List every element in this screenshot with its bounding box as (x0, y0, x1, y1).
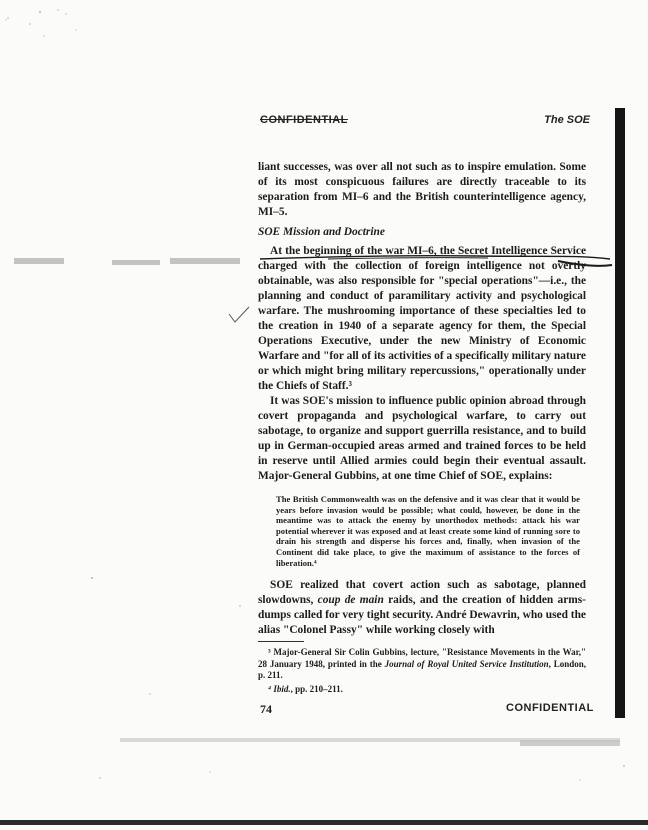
confidential-stamp-header: CONFIDENTIAL (260, 114, 348, 126)
text-run: raids, and the creation of hidden arms-dumps called for very tight security. André Dewavrin, who used the alias "Colonel Passy" while working closely with (258, 594, 586, 637)
section-heading: SOE Mission and Doctrine (258, 226, 385, 238)
check-mark-icon (228, 306, 250, 324)
paragraph-mission: At the beginning of the war MI–6, the Secret Intelligence Service charged with the collection of foreign intelligence not overtly obtainable, was also responsible for "special operations"—i.e., the planning and conduct of paramilitary activity and psychological warfare. The mushrooming importance of these specialties led to the creation in 1940 of a separate agency for them, the Special Operations Executive, under the new Ministry of Economic Warfare and "for all of its activities of a specifically military nature or which might bring military repercussions," operationally under the Chiefs of Staff.³ (258, 245, 586, 392)
italic-title: Journal of Royal United Service Institution (384, 658, 549, 669)
paragraph-security (258, 578, 586, 638)
footnote-3 (258, 647, 586, 682)
handwritten-underline-scribble (258, 247, 614, 273)
text-run: ³ Major-General Sir Colin Gubbins, lecture, "Resistance Movements in the War," 28 January 1948, printed in the (258, 647, 586, 669)
text-run: SOE realized that covert action such as sabotage, planned slowdowns, (258, 579, 586, 607)
paragraph-soe-mission: It was SOE's mission to influence public opinion abroad through covert propaganda and psychological warfare, to carry out sabotage, to organize and support guerrilla resistance, and to build up in German-occupied areas armed and trained forces to be held in reserve until Allied armies could begin their eventual assault. Major-General Gubbins, at one time Chief of SOE, explains: (258, 395, 586, 482)
text-run: , London, p. 211. (258, 658, 586, 681)
italic-term: coup de main (317, 594, 384, 607)
block-quote: The British Commonwealth was on the defensive and it was clear that it would be years before invasion would be possible; what could, however, be done in the meantime was to attack the enemy by unorthodox methods: attack his war potential wherever it was exposed and at least create some kind of running sore to drain his strength and disperse his forces and, finally, when invasion of the Continent did take place, to give the maximum of assistance to the forces of liberation.⁴ (276, 494, 580, 568)
page-body (258, 160, 586, 697)
text-run: , pp. 210–211. (290, 683, 343, 694)
binding-edge-bar (615, 108, 625, 718)
running-header: The SOE (544, 114, 590, 126)
page-number: 74 (260, 702, 272, 716)
footnote-rule (258, 641, 304, 642)
italic-ibid: ⁴ Ibid. (268, 683, 291, 694)
page-bottom-edge (0, 820, 648, 825)
confidential-stamp-footer: CONFIDENTIAL (506, 702, 594, 714)
footnote-4 (258, 684, 586, 696)
paragraph-continuation: liant successes, was over all not such as to inspire emulation. Some of its most conspicuous failures are directly traceable to its separation from MI–6 and the British counterintelligence agency, MI–5. (258, 161, 586, 218)
